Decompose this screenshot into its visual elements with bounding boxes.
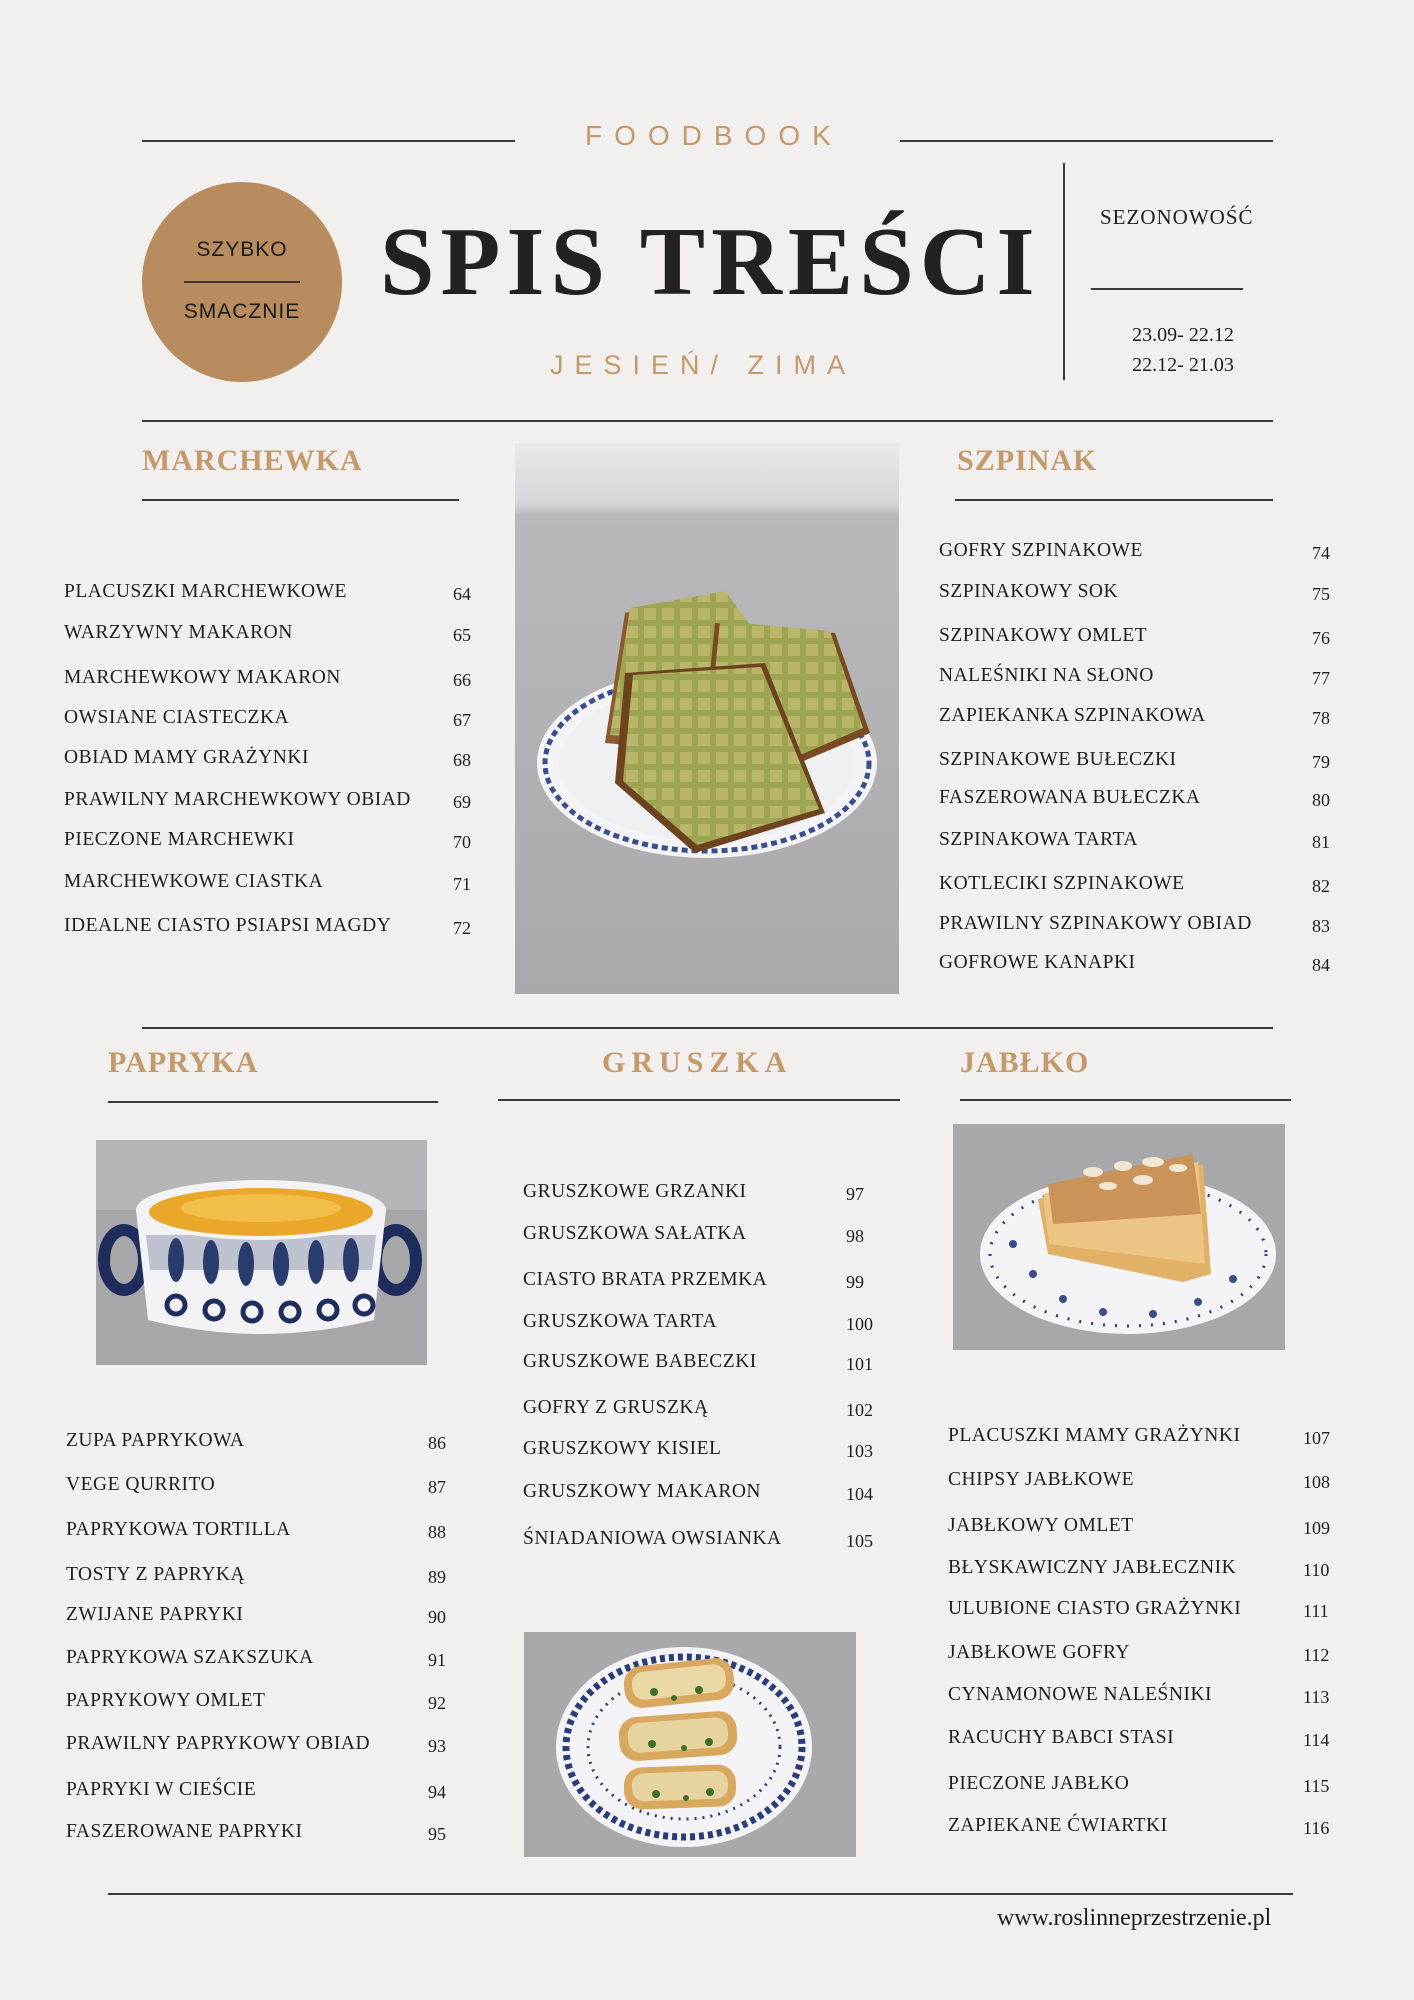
toc-entry-page: 111 (1303, 1601, 1329, 1621)
toc-entry-name[interactable]: PLACUSZKI MAMY GRAŻYNKI (948, 1425, 1241, 1446)
toc-entry-name[interactable]: JABŁKOWY OMLET (948, 1515, 1134, 1536)
toc-entry-page: 105 (846, 1531, 873, 1551)
section-title-jablko: JABŁKO (960, 1046, 1090, 1079)
section-rule-papryka (108, 1101, 438, 1103)
header-bottom-rule (142, 420, 1273, 422)
toc-entry-name[interactable]: ZAPIEKANE ĆWIARTKI (948, 1815, 1168, 1836)
toc-entry-name[interactable]: PAPRYKOWA SZAKSZUKA (66, 1647, 314, 1668)
toc-entry-name[interactable]: MARCHEWKOWE CIASTKA (64, 871, 324, 892)
middle-rule (142, 1027, 1273, 1029)
toc-entry-name[interactable]: RACUCHY BABCI STASI (948, 1727, 1175, 1748)
toc-entry-page: 92 (428, 1693, 446, 1713)
toc-entry-page: 87 (428, 1477, 446, 1497)
date-range-winter: 22.12- 21.03 (1132, 354, 1234, 376)
toc-entry-name[interactable]: FASZEROWANE PAPRYKI (66, 1821, 303, 1842)
toc-entry-name[interactable]: ZUPA PAPRYKOWA (66, 1430, 245, 1451)
toc-entry-page: 74 (1312, 543, 1330, 563)
toc-entry-page: 103 (846, 1441, 873, 1461)
badge-divider (184, 281, 300, 283)
toc-entry-name[interactable]: CIASTO BRATA PRZEMKA (523, 1269, 768, 1290)
toc-entry-page: 93 (428, 1736, 446, 1756)
section-title-marchewka: MARCHEWKA (142, 444, 363, 477)
badge-top-text: SZYBKO (196, 238, 288, 261)
toc-entry-page: 84 (1312, 955, 1330, 975)
toc-entry-page: 68 (453, 750, 471, 770)
toc-entry-page: 107 (1303, 1428, 1330, 1448)
toc-entry-page: 71 (453, 874, 471, 894)
header-divider (1063, 163, 1065, 380)
toc-entry-name[interactable]: BŁYSKAWICZNY JABŁECZNIK (948, 1557, 1237, 1578)
toc-entry-name[interactable]: KOTLECIKI SZPINAKOWE (939, 873, 1185, 894)
section-rule-szpinak (955, 499, 1273, 501)
toc-entry-page: 75 (1312, 584, 1330, 604)
toc-entry-name[interactable]: SZPINAKOWE BUŁECZKI (939, 749, 1177, 770)
section-rule-marchewka (142, 499, 459, 501)
header-rule-left (142, 140, 515, 142)
toc-entry-name[interactable]: ZAPIEKANKA SZPINAKOWA (939, 705, 1206, 726)
toc-entry-name[interactable]: GOFRY SZPINAKOWE (939, 540, 1143, 561)
toc-entry-name[interactable]: GOFRY Z GRUSZKĄ (523, 1397, 709, 1418)
toc-entry-name[interactable]: PRAWILNY PAPRYKOWY OBIAD (66, 1733, 371, 1754)
toc-entry-page: 114 (1303, 1730, 1330, 1750)
toc-entry-page: 91 (428, 1650, 446, 1670)
waffles-photo (515, 443, 899, 994)
season-subtitle: JESIEŃ/ ZIMA (550, 350, 857, 380)
toc-entry-name[interactable]: IDEALNE CIASTO PSIAPSI MAGDY (64, 915, 392, 936)
brand-name: FOODBOOK (585, 120, 843, 151)
toc-entry-name[interactable]: NALEŚNIKI NA SŁONO (939, 665, 1154, 686)
toc-entry-name[interactable]: ULUBIONE CIASTO GRAŻYNKI (948, 1598, 1242, 1619)
toc-entry-page: 94 (428, 1782, 446, 1802)
toc-entry-page: 89 (428, 1567, 446, 1587)
toc-entry-page: 64 (453, 584, 471, 604)
toc-entry-name[interactable]: PIECZONE JABŁKO (948, 1773, 1130, 1794)
speed-badge (142, 182, 342, 382)
seasonality-label: SEZONOWOŚĆ (1100, 205, 1254, 229)
toc-entry-page: 65 (453, 625, 471, 645)
toc-entry-name[interactable]: PAPRYKOWA TORTILLA (66, 1519, 291, 1540)
toc-entry-name[interactable]: CHIPSY JABŁKOWE (948, 1469, 1135, 1490)
toc-entry-name[interactable]: GOFROWE KANAPKI (939, 952, 1136, 973)
toc-entry-name[interactable]: OBIAD MAMY GRAŻYNKI (64, 747, 309, 768)
toc-entry-name[interactable]: MARCHEWKOWY MAKARON (64, 667, 341, 688)
footer-rule (108, 1893, 1293, 1895)
toc-entry-page: 110 (1303, 1560, 1330, 1580)
toc-entry-page: 67 (453, 710, 471, 730)
toc-entry-page: 79 (1312, 752, 1330, 772)
toc-entry-page: 104 (846, 1484, 873, 1504)
toc-entry-page: 80 (1312, 790, 1330, 810)
toc-entry-name[interactable]: GRUSZKOWA SAŁATKA (523, 1223, 747, 1244)
toc-entry-page: 77 (1312, 668, 1330, 688)
toc-entry-name[interactable]: JABŁKOWE GOFRY (948, 1642, 1130, 1663)
toc-entry-name[interactable]: ZWIJANE PAPRYKI (66, 1604, 244, 1625)
toc-entry-page: 95 (428, 1824, 446, 1844)
toc-entry-page: 76 (1312, 628, 1330, 648)
toc-entry-name[interactable]: TOSTY Z PAPRYKĄ (66, 1564, 246, 1585)
toc-entry-name[interactable]: VEGE QURRITO (66, 1474, 216, 1495)
toc-entry-page: 99 (846, 1272, 864, 1292)
page-title: SPIS TREŚCI (380, 208, 1041, 316)
toc-entry-page: 98 (846, 1226, 864, 1246)
toc-entry-name[interactable]: OWSIANE CIASTECZKA (64, 707, 290, 728)
section-rule-jablko (960, 1099, 1291, 1101)
toc-entry-name[interactable]: PIECZONE MARCHEWKI (64, 829, 295, 850)
toc-entry-name[interactable]: CYNAMONOWE NALEŚNIKI (948, 1684, 1213, 1705)
section-title-szpinak: SZPINAK (957, 444, 1098, 477)
toc-entry-page: 109 (1303, 1518, 1330, 1538)
toc-entry-name[interactable]: FASZEROWANA BUŁECZKA (939, 787, 1201, 808)
toc-entry-page: 112 (1303, 1645, 1330, 1665)
website-url[interactable]: www.roslinneprzestrzenie.pl (997, 1905, 1272, 1931)
toc-entry-page: 86 (428, 1433, 446, 1453)
toc-entry-page: 101 (846, 1354, 873, 1374)
section-rule-gruszka (498, 1099, 900, 1101)
toc-entry-page: 100 (846, 1314, 873, 1334)
toc-entry-page: 102 (846, 1400, 873, 1420)
toc-entry-name[interactable]: ŚNIADANIOWA OWSIANKA (523, 1528, 782, 1549)
toc-entry-page: 72 (453, 918, 471, 938)
section-title-papryka: PAPRYKA (108, 1046, 259, 1079)
toc-entry-name[interactable]: GRUSZKOWE BABECZKI (523, 1351, 757, 1372)
toc-entry-page: 70 (453, 832, 471, 852)
badge-bottom-text: SMACZNIE (183, 300, 301, 323)
toc-entry-name[interactable]: SZPINAKOWA TARTA (939, 829, 1138, 850)
toc-entry-page: 97 (846, 1184, 864, 1204)
toc-entry-page: 90 (428, 1607, 446, 1627)
toc-entry-name[interactable]: GRUSZKOWE GRZANKI (523, 1181, 747, 1202)
toc-entry-page: 69 (453, 792, 471, 812)
toc-entry-page: 78 (1312, 708, 1330, 728)
toc-entry-name[interactable]: PAPRYKI W CIEŚCIE (66, 1779, 257, 1800)
season-dates (1108, 320, 1258, 380)
section-title-gruszka: GRUSZKA (602, 1046, 793, 1079)
toc-entry-page: 113 (1303, 1687, 1330, 1707)
toc-entry-name[interactable]: PRAWILNY MARCHEWKOWY OBIAD (64, 789, 411, 810)
toc-entry-name[interactable]: GRUSZKOWY MAKARON (523, 1481, 761, 1502)
toc-entry-page: 82 (1312, 876, 1330, 896)
toc-entry-page: 88 (428, 1522, 446, 1542)
toast-photo (524, 1632, 856, 1857)
toc-entry-name[interactable]: WARZYWNY MAKARON (64, 622, 293, 643)
header-rule-right (900, 140, 1273, 142)
pancakes-photo (953, 1124, 1285, 1350)
soup-photo (96, 1140, 427, 1365)
toc-entry-page: 108 (1303, 1472, 1330, 1492)
toc-entry-name[interactable]: SZPINAKOWY SOK (939, 581, 1119, 602)
toc-entry-name[interactable]: SZPINAKOWY OMLET (939, 625, 1148, 646)
toc-entry-page: 83 (1312, 916, 1330, 936)
toc-entry-name[interactable]: GRUSZKOWY KISIEL (523, 1438, 722, 1459)
toc-entry-name[interactable]: PRAWILNY SZPINAKOWY OBIAD (939, 913, 1252, 934)
toc-entry-page: 115 (1303, 1776, 1330, 1796)
toc-entry-page: 81 (1312, 832, 1330, 852)
date-range-autumn: 23.09- 22.12 (1132, 324, 1234, 346)
toc-entry-page: 66 (453, 670, 471, 690)
toc-entry-page: 116 (1303, 1818, 1330, 1838)
toc-entry-name[interactable]: PLACUSZKI MARCHEWKOWE (64, 581, 347, 602)
toc-entry-name[interactable]: PAPRYKOWY OMLET (66, 1690, 266, 1711)
seasonality-rule (1091, 288, 1243, 290)
toc-entry-name[interactable]: GRUSZKOWA TARTA (523, 1311, 718, 1332)
